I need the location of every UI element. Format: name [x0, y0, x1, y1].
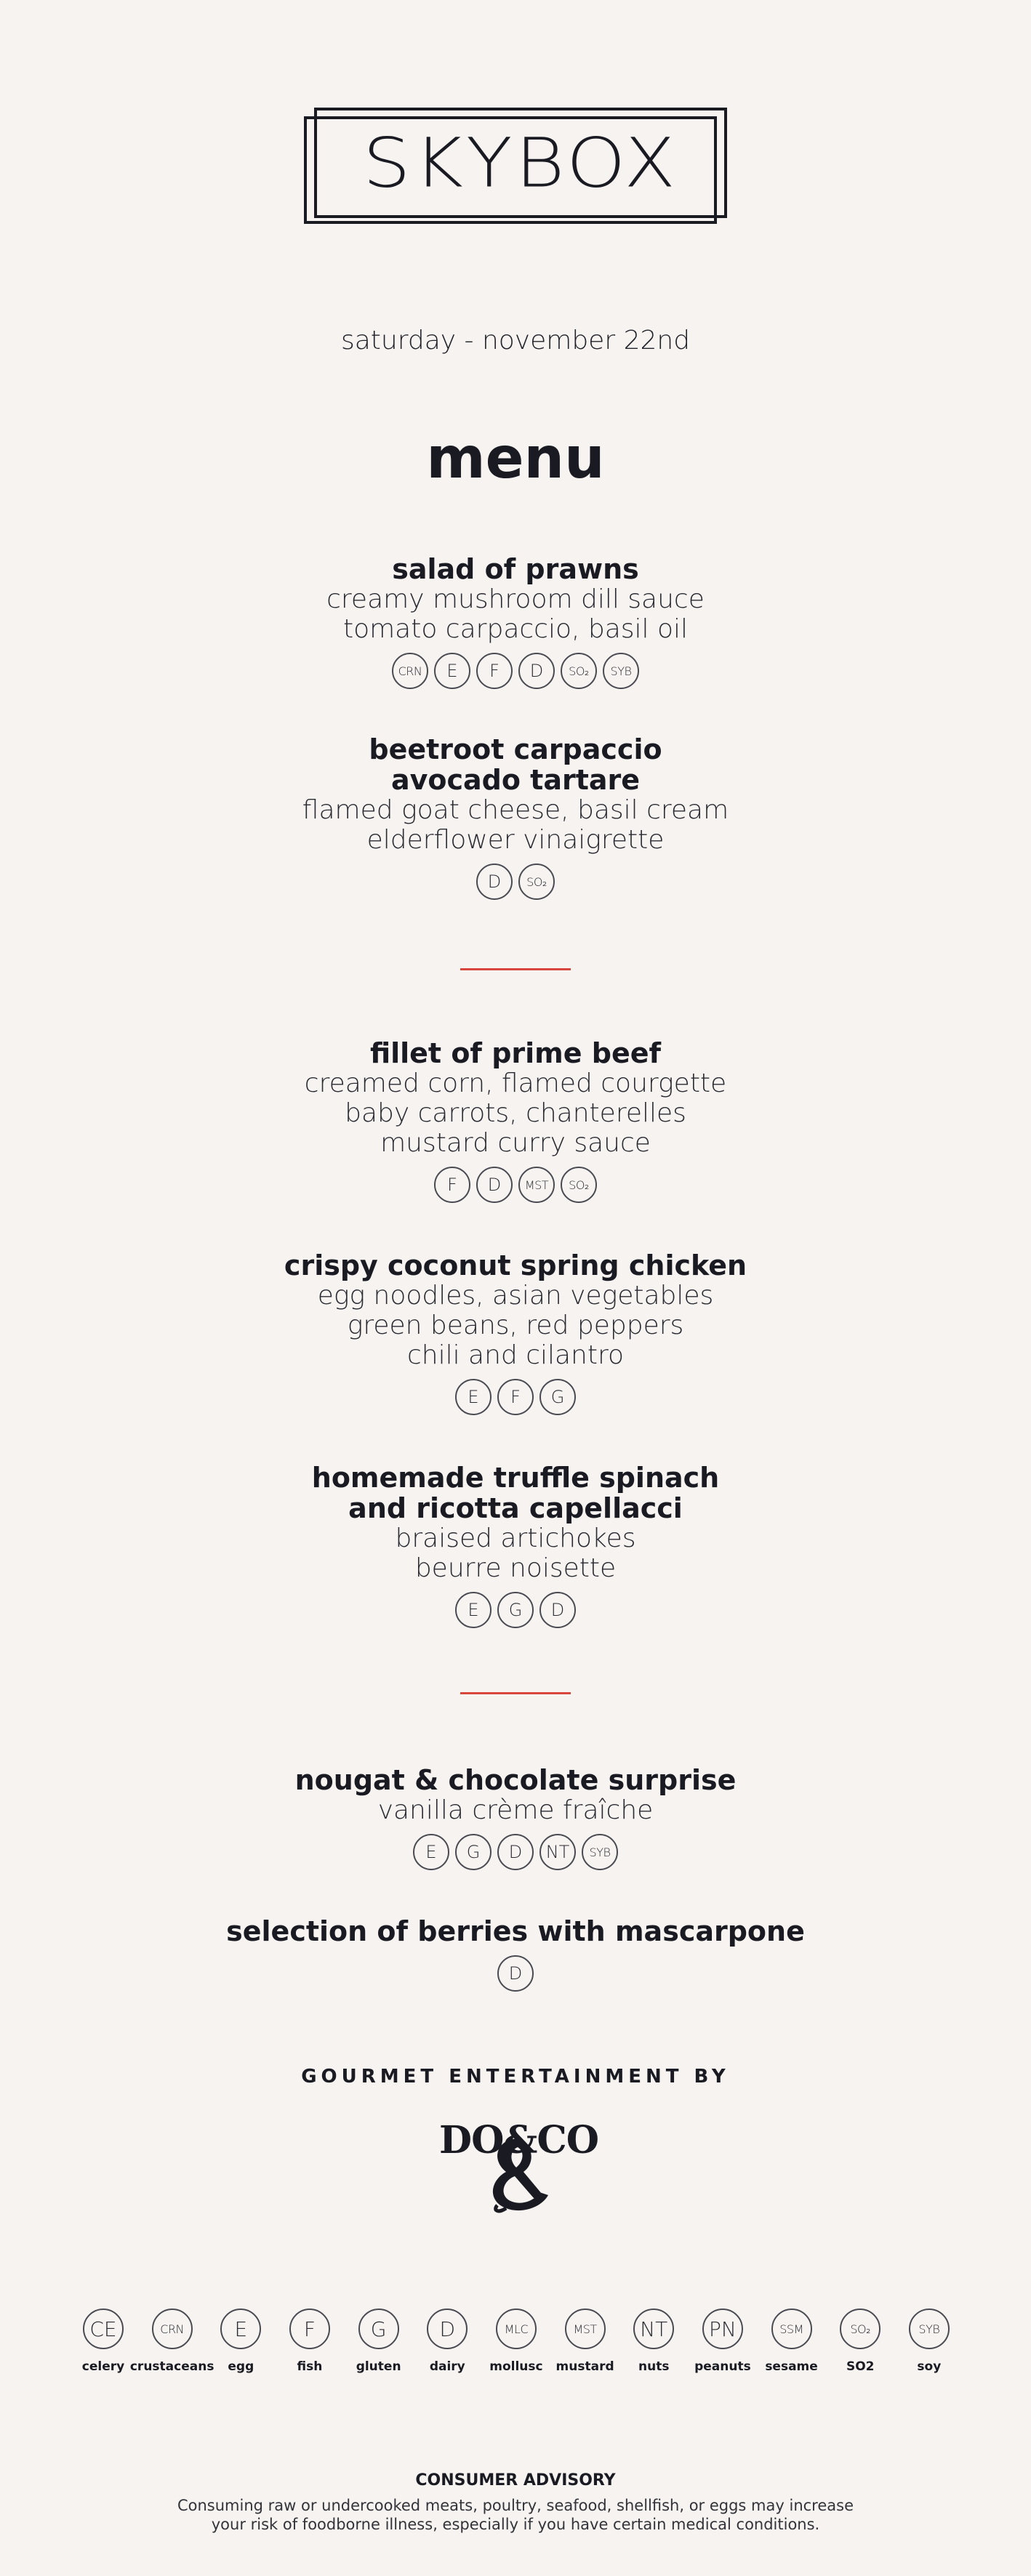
legend-badge-icon: NT — [633, 2309, 674, 2349]
dish-description: mustard curry sauce — [380, 1128, 651, 1158]
legend-item — [276, 2309, 344, 2374]
legend-label: crustaceans — [129, 2359, 214, 2374]
legend-badge-icon: CRN — [152, 2309, 193, 2349]
dish-description: baby carrots, chanterelles — [345, 1098, 686, 1128]
allergen-badge-icon: NT — [539, 1834, 576, 1870]
allergen-badge-icon: MST — [518, 1167, 555, 1203]
dish-name: beetroot carpaccio — [369, 733, 662, 765]
allergen-badge-icon: D — [518, 653, 555, 689]
allergen-badge-icon: D — [539, 1592, 576, 1628]
allergen-badges — [0, 1167, 1031, 1203]
dish-name: avocado tartare — [390, 764, 641, 796]
allergen-badge-icon: D — [497, 1834, 534, 1870]
dish-description: chili and cilantro — [406, 1340, 625, 1370]
allergen-badge-icon: SYB — [582, 1834, 618, 1870]
dish-description: creamy mushroom dill sauce — [326, 584, 705, 614]
dish-description: green beans, red peppers — [347, 1311, 684, 1340]
legend-label: SO2 — [846, 2359, 875, 2374]
legend-label: fish — [297, 2359, 323, 2374]
section-divider — [460, 1692, 571, 1694]
allergen-badge-icon: E — [413, 1834, 449, 1870]
legend-badge-icon: G — [358, 2309, 399, 2349]
dish-name: salad of prawns — [392, 553, 639, 585]
legend-item — [895, 2309, 963, 2374]
legend-item — [826, 2309, 894, 2374]
legend-label: peanuts — [694, 2359, 751, 2374]
legend-item — [413, 2309, 481, 2374]
allergen-legend — [69, 2309, 963, 2374]
allergen-badges — [0, 1955, 1031, 1992]
legend-label: sesame — [765, 2359, 818, 2374]
gourmet-label: GOURMET ENTERTAINMENT BY — [301, 2066, 730, 2088]
dish-name: and ricotta capellacci — [348, 1492, 683, 1524]
allergen-badge-icon: D — [476, 864, 513, 900]
dish-description: tomato carpaccio, basil oil — [342, 614, 689, 644]
allergen-badges — [0, 864, 1031, 900]
allergen-badge-icon: G — [455, 1834, 492, 1870]
dish-description: beurre noisette — [414, 1553, 617, 1583]
allergen-badge-icon: D — [476, 1167, 513, 1203]
legend-badge-icon: MLC — [496, 2309, 537, 2349]
dish-description: flamed goat cheese, basil cream — [302, 795, 729, 825]
logo-text: SKYBOX — [362, 123, 679, 203]
doco-logo — [439, 2108, 599, 2217]
advisory-line: your risk of foodborne illness, especially if you have certain medical conditions. — [211, 2516, 820, 2533]
section-divider — [460, 968, 571, 970]
legend-badge-icon: CE — [83, 2309, 124, 2349]
allergen-badge-icon: F — [497, 1379, 534, 1415]
legend-item — [689, 2309, 757, 2374]
legend-badge-icon: PN — [702, 2309, 743, 2349]
skybox-logo — [304, 108, 727, 227]
allergen-badges — [0, 1834, 1031, 1870]
allergen-badge-icon: SO₂ — [561, 1167, 597, 1203]
dish-description: braised artichokes — [395, 1524, 636, 1553]
advisory-line: Consuming raw or undercooked meats, poultry, seafood, shellfish, or eggs may increase — [177, 2497, 854, 2514]
legend-badge-icon: MST — [565, 2309, 606, 2349]
dish-name: nougat & chocolate surprise — [294, 1764, 737, 1796]
dish-description: vanilla crème fraîche — [377, 1795, 654, 1825]
legend-item — [129, 2309, 214, 2374]
allergen-badge-icon: G — [539, 1379, 576, 1415]
allergen-badge-icon: D — [497, 1955, 534, 1992]
legend-label: mustard — [555, 2359, 614, 2374]
allergen-badges — [0, 1379, 1031, 1415]
legend-label: celery — [81, 2359, 125, 2374]
allergen-badges — [0, 1592, 1031, 1628]
legend-label: mollusc — [489, 2359, 543, 2374]
legend-label: soy — [917, 2359, 942, 2374]
legend-badge-icon: SYB — [909, 2309, 950, 2349]
allergen-badge-icon: SO₂ — [518, 864, 555, 900]
legend-badge-icon: E — [220, 2309, 261, 2349]
dish-beetroot-carpaccio — [0, 734, 1031, 900]
menu-date: saturday - november 22nd — [340, 326, 691, 355]
dish-name: crispy coconut spring chicken — [284, 1249, 747, 1281]
allergen-badge-icon: SO₂ — [561, 653, 597, 689]
legend-item — [482, 2309, 550, 2374]
dish-fillet-of-prime-beef — [0, 1038, 1031, 1203]
legend-badge-icon: SO₂ — [840, 2309, 880, 2349]
legend-item — [206, 2309, 275, 2374]
allergen-badge-icon: E — [455, 1379, 492, 1415]
menu-title: menu — [426, 426, 605, 491]
legend-item — [69, 2309, 137, 2374]
advisory-text — [0, 2496, 1031, 2534]
dish-description: egg noodles, asian vegetables — [317, 1281, 714, 1311]
dish-name: fillet of prime beef — [369, 1037, 662, 1069]
dish-name: homemade truffle spinach — [311, 1462, 720, 1494]
legend-label: egg — [228, 2359, 254, 2374]
allergen-badge-icon: E — [434, 653, 470, 689]
dish-nougat-chocolate — [0, 1765, 1031, 1870]
allergen-badge-icon: F — [476, 653, 513, 689]
doco-logo-text: DO&CO — [439, 2118, 599, 2162]
legend-item — [551, 2309, 619, 2374]
legend-label: gluten — [356, 2359, 401, 2374]
dish-name: selection of berries with mascarpone — [226, 1915, 805, 1947]
legend-item — [619, 2309, 688, 2374]
advisory-title: CONSUMER ADVISORY — [415, 2471, 616, 2490]
legend-badge-icon: F — [289, 2309, 330, 2349]
legend-badge-icon: D — [427, 2309, 468, 2349]
legend-label: dairy — [429, 2359, 465, 2374]
allergen-badges — [0, 653, 1031, 689]
allergen-badge-icon: E — [455, 1592, 492, 1628]
allergen-badge-icon: F — [434, 1167, 470, 1203]
dish-salad-of-prawns — [0, 554, 1031, 689]
dish-description: elderflower vinaigrette — [366, 825, 665, 855]
dish-description: creamed corn, flamed courgette — [304, 1068, 727, 1098]
allergen-badge-icon: CRN — [392, 653, 428, 689]
legend-item — [345, 2309, 413, 2374]
legend-label: nuts — [638, 2359, 670, 2374]
allergen-badge-icon: G — [497, 1592, 534, 1628]
dish-berries-mascarpone — [0, 1916, 1031, 1992]
dish-truffle-capellacci — [0, 1462, 1031, 1628]
legend-item — [758, 2309, 826, 2374]
allergen-badge-icon: SYB — [603, 653, 639, 689]
dish-crispy-coconut-chicken — [0, 1250, 1031, 1415]
legend-badge-icon: SSM — [771, 2309, 812, 2349]
